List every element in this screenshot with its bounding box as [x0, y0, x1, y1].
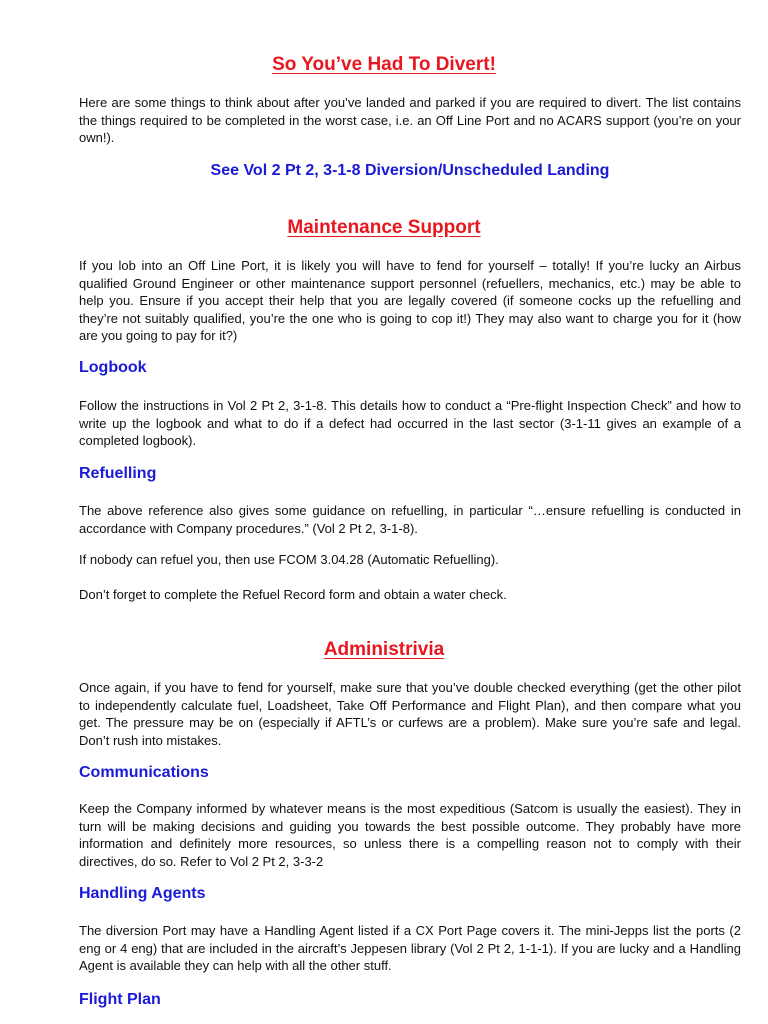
administrivia-paragraph: Once again, if you have to fend for yourself, make sure that you’ve double checked everything (get the other pilot to independently calculate fuel, Loadsheet, Take Off Performance and Flight Plan), and then compare what you get. The pressure may be on (especially if AFTL’s or curfews are a problem). Make sure you’re safe and legal. Don’t rush into mistakes.: [79, 680, 741, 748]
reference-link: See Vol 2 Pt 2, 3-1-8 Diversion/Unscheduled Landing: [210, 162, 610, 179]
handling-agents-heading: Handling Agents: [79, 885, 206, 902]
communications-paragraph: Keep the Company informed by whatever means is the most expeditious (Satcom is usually the easiest). They in turn will be making decisions and guiding you towards the best possible outcome. They probably have more information and definitely more resources, so unless there is a compelling reason not to comply with their directives, do so. Refer to Vol 2 Pt 2, 3-3-2: [79, 801, 741, 869]
maintenance-heading: Maintenance Support: [287, 217, 481, 238]
handling-agents-paragraph: The diversion Port may have a Handling Agent listed if a CX Port Page covers it. The mini-Jepps list the ports (2 eng or 4 eng) that are included in the aircraft’s Jeppesen library (Vol 2 Pt 2, 1-1-1). If you are lucky and a Handling Agent is available they can help with all the other stuff.: [79, 923, 741, 974]
logbook-heading: Logbook: [79, 359, 147, 376]
maintenance-paragraph: If you lob into an Off Line Port, it is likely you will have to fend for yourself – totally! If you’re lucky an Airbus qualified Ground Engineer or other maintenance support personnel (refuellers, mechanics, etc.) may be able to help you. Ensure if you accept their help that you are legally covered (if someone cocks up the refuelling and they’re not suitably qualified, you’re the one who is going to cop it!) They may also want to charge you for it (how are you going to pay for it?): [79, 258, 741, 344]
refuelling-paragraph-1: The above reference also gives some guidance on refuelling, in particular “…ensure refuelling is conducted in accordance with Company procedures.” (Vol 2 Pt 2, 3-1-8).: [79, 503, 741, 536]
administrivia-heading: Administrivia: [323, 639, 445, 660]
communications-heading: Communications: [79, 764, 209, 781]
intro-paragraph: Here are some things to think about after you’ve landed and parked if you are required to divert. The list contains the things required to be completed in the worst case, i.e. an Off Line Port and no ACARS support (you’re on your own!).: [79, 95, 741, 146]
refuelling-paragraph-2: If nobody can refuel you, then use FCOM 3.04.28 (Automatic Refuelling).: [79, 552, 499, 567]
document-title: So You’ve Had To Divert!: [272, 54, 496, 75]
refuelling-paragraph-3: Don’t forget to complete the Refuel Record form and obtain a water check.: [79, 587, 507, 602]
logbook-paragraph: Follow the instructions in Vol 2 Pt 2, 3-1-8. This details how to conduct a “Pre-flight Inspection Check” and how to write up the logbook and what to do if a defect had occurred in the last sector (3-1-11 gives an example of a completed logbook).: [79, 398, 741, 449]
refuelling-heading: Refuelling: [79, 465, 157, 482]
flight-plan-heading: Flight Plan: [79, 991, 161, 1008]
